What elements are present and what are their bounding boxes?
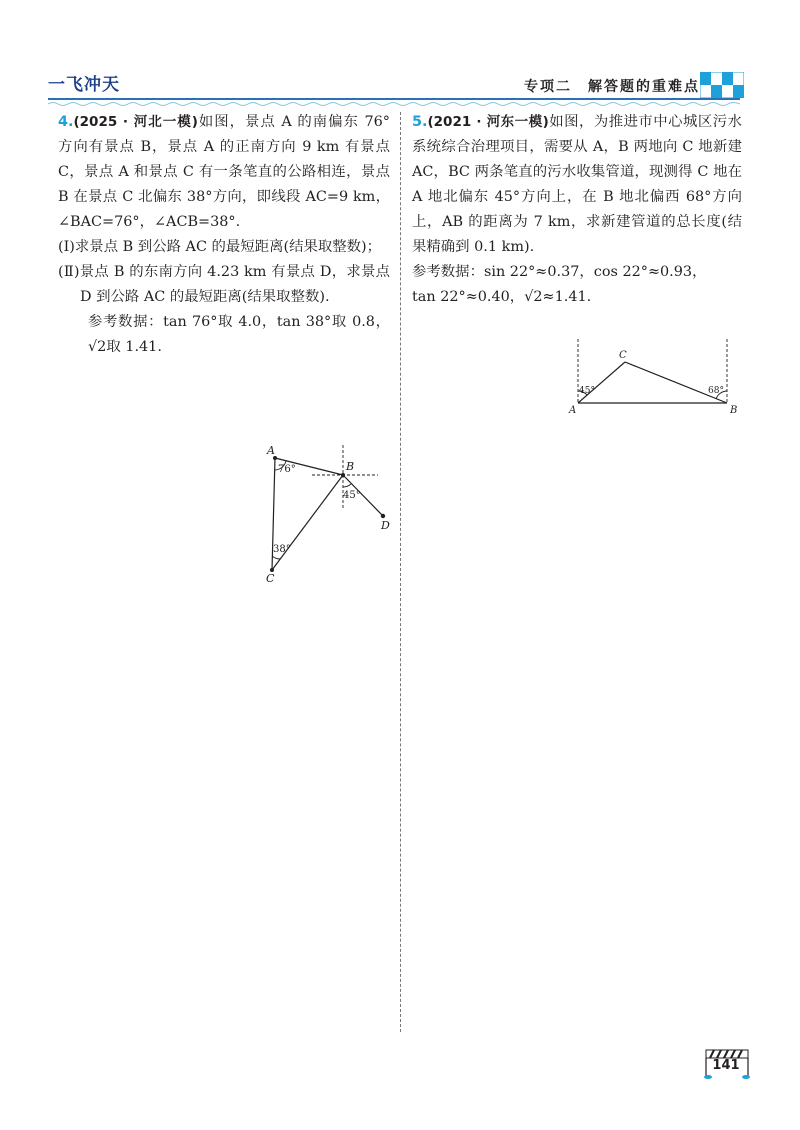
brand-logo: 一飞冲天 <box>48 75 120 95</box>
q4-label-d: D <box>381 519 390 532</box>
q5-label-a: A <box>569 405 577 416</box>
q5-angle-b: 68° <box>708 386 724 396</box>
q4-number: 4. <box>58 114 74 130</box>
q4-stem-paragraph <box>58 110 390 235</box>
q5-label-c: C <box>619 350 627 361</box>
page-header <box>0 0 800 110</box>
q4-part1: (Ⅰ)求景点 B 到公路 AC 的最短距离(结果取整数)； <box>58 239 382 255</box>
q5-number: 5. <box>412 114 428 130</box>
q5-angle-a: 45° <box>579 386 595 396</box>
q5-reference-line2: tan 22°≈0.40，√2≈1.41. <box>412 289 592 305</box>
header-wave-decoration <box>48 101 740 107</box>
page-number: 141 <box>712 1058 740 1073</box>
q4-angle-a: 76° <box>278 464 296 475</box>
q4-reference-data: 参考数据：tan 76°取 4.0，tan 38°取 0.8，√2取 1.41. <box>88 314 390 355</box>
q4-stem: 如图，景点 A 的南偏东 76° 方向有景点 B，景点 A 的正南方向 9 km 有景点 C，景点 A 和景点 C 有一条笔直的公路相连，景点 B 在景点 C 北偏东 38°方向，即线段 AC=9 km，∠BAC=76°，∠ACB=38°. <box>58 114 390 230</box>
q4-source: (2025 · 河北一模) <box>73 114 198 130</box>
q5-stem: 如图，为推进市中心城区污水系统综合治理项目，需要从 A，B 两地向 C 地新建 AC，BC 两条笔直的污水收集管道，现测得 C 地在 A 地北偏东 45°方向上，在 B 地北偏西 68°方向上，AB 的距离为 7 km，求新建管道的总长度(结果精确到 0.1 km). <box>412 114 742 255</box>
q5-reference-line1: 参考数据：sin 22°≈0.37，cos 22°≈0.93， <box>412 264 707 280</box>
q4-label-b: B <box>346 460 355 473</box>
q4-angle-b: 45° <box>343 490 361 501</box>
question-4 <box>58 110 390 360</box>
q4-label-a: A <box>267 444 275 457</box>
q5-source: (2021 · 河东一模) <box>427 114 549 130</box>
q5-stem-paragraph <box>412 110 742 260</box>
q4-label-c: C <box>266 572 275 585</box>
q5-label-b: B <box>730 405 738 416</box>
q4-figure <box>250 440 410 585</box>
q5-figure <box>565 335 745 420</box>
checker-decoration-icon <box>700 72 744 98</box>
section-title: 专项二 解答题的重难点 <box>524 79 700 95</box>
q4-part2: (Ⅱ)景点 B 的东南方向 4.23 km 有景点 D，求景点 D 到公路 AC 的最短距离(结果取整数). <box>58 264 390 305</box>
q4-angle-c: 38° <box>273 544 291 555</box>
header-rule <box>48 98 740 100</box>
question-5 <box>412 110 742 310</box>
